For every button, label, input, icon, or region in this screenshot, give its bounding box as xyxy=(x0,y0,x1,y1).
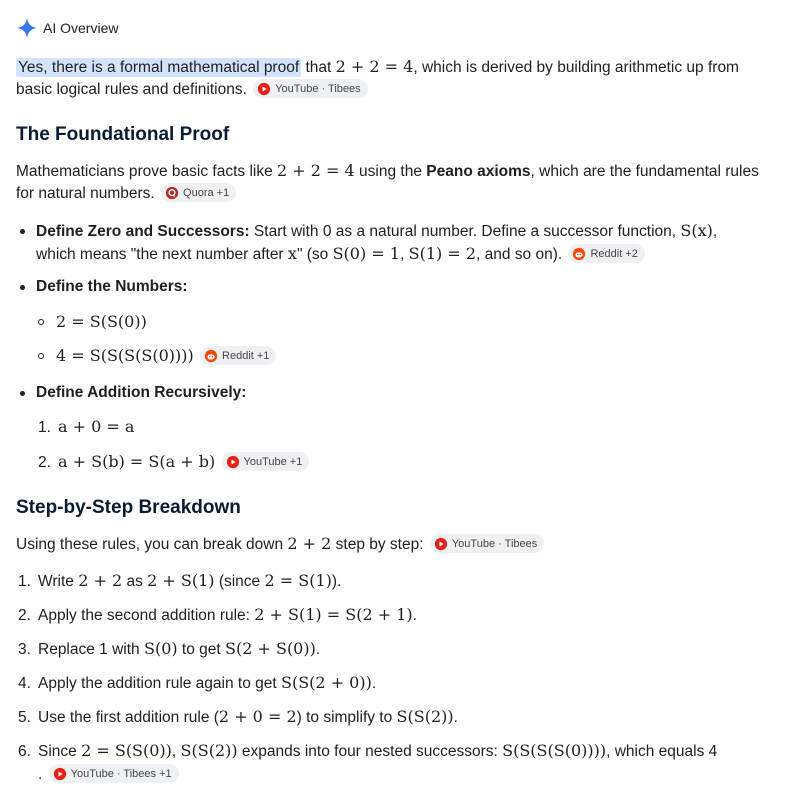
step-text: (since xyxy=(214,573,265,590)
math-expr: S(1) = 2 xyxy=(408,244,476,263)
math-expr: S(0) = 1 xyxy=(332,244,400,263)
math-expr: S(S(S(S(0)))) xyxy=(502,741,607,760)
source-chip[interactable] xyxy=(49,764,179,783)
reddit-icon xyxy=(572,247,586,261)
step-text: as xyxy=(122,573,148,590)
list-item xyxy=(20,220,750,266)
step-text: . xyxy=(412,607,417,624)
paragraph-text: Using these rules, you can break down xyxy=(16,536,288,553)
item-number: 2. xyxy=(38,454,51,471)
step-item xyxy=(18,706,748,729)
item-number: 2. xyxy=(18,607,31,624)
header-title: AI Overview xyxy=(43,20,119,36)
step-text: . xyxy=(453,709,458,726)
step-text: . xyxy=(315,641,321,658)
math-expr: S(S(2)) xyxy=(396,707,454,726)
math-expr: 2 + S(1) xyxy=(147,571,215,590)
bold-term: Define Addition Recursively: xyxy=(36,384,247,401)
math-expr: 2 + 0 = 2 xyxy=(218,707,297,726)
math-expr: 4 = S(S(S(S(0)))) xyxy=(56,346,194,365)
bold-term: Peano axioms xyxy=(426,163,531,180)
sub-item-text xyxy=(56,311,147,334)
item-number: 3. xyxy=(18,641,31,658)
source-chip-label: YouTube · Tibees xyxy=(451,537,538,550)
step-text: ). xyxy=(331,573,342,590)
item-number: 1. xyxy=(38,419,51,436)
step-text: . xyxy=(371,675,377,692)
intro-text: that xyxy=(301,59,336,76)
numbered-item xyxy=(38,416,768,439)
list-item-text xyxy=(36,382,750,404)
source-chip[interactable] xyxy=(200,346,276,365)
section-paragraph xyxy=(16,533,761,556)
math-expr: S(2 + S(0)) xyxy=(225,639,316,658)
intro-highlight: Yes, there is a formal mathematical proof xyxy=(18,59,300,76)
reddit-icon xyxy=(204,349,218,363)
item-number: 1. xyxy=(18,573,31,590)
source-chip[interactable] xyxy=(430,534,544,553)
step-item xyxy=(18,638,748,661)
math-expr: S(0) xyxy=(143,639,178,658)
quora-icon xyxy=(165,186,179,200)
list-item xyxy=(20,382,750,404)
step-text: . xyxy=(38,766,43,783)
step-item xyxy=(18,740,748,763)
step-text: Apply the second addition rule: xyxy=(38,607,255,624)
sparkle-icon xyxy=(16,17,38,39)
math-expr: x xyxy=(287,244,297,263)
math-expr: 2 = S(1) xyxy=(264,571,332,590)
bold-term: Define the Numbers: xyxy=(36,278,188,295)
list-item-text xyxy=(36,220,750,266)
math-expr: S(x) xyxy=(680,221,713,240)
list-text: " (so xyxy=(296,246,333,263)
section-paragraph xyxy=(16,160,761,205)
source-chip-label: Quora +1 xyxy=(183,186,230,199)
step-text: , which equals 4 xyxy=(606,743,718,760)
math-expr: S(S(2 + 0)) xyxy=(281,673,372,692)
math-expr: 2 + 2 xyxy=(78,571,123,590)
paragraph-text: Mathematicians prove basic facts like xyxy=(16,163,278,180)
math-expr: 2 = S(S(0)) xyxy=(81,741,172,760)
paragraph-text: , which are the fundamental rules for natural numbers. xyxy=(16,163,759,202)
section-heading: Step-by-Step Breakdown xyxy=(16,497,241,518)
source-chip-label: YouTube · Tibees +1 xyxy=(70,767,172,780)
bold-term: Define Zero and Successors: xyxy=(36,223,250,240)
list-text: , which means "the next number after xyxy=(36,223,718,263)
ai-overview-header xyxy=(16,16,118,40)
bullet-dot xyxy=(20,391,25,396)
item-number: 5. xyxy=(18,709,31,726)
item-number: 6. xyxy=(18,743,31,760)
math-expr: 2 + 2 = 4 xyxy=(277,161,355,180)
math-expr: 2 + 2 xyxy=(287,534,332,553)
youtube-icon xyxy=(434,537,448,551)
numbered-item xyxy=(38,451,768,474)
source-chip-label: Reddit +2 xyxy=(590,247,638,260)
math-expr: 2 = S(S(0)) xyxy=(56,312,147,331)
sub-item-text xyxy=(56,345,276,368)
section-heading: The Foundational Proof xyxy=(16,124,230,145)
intro-paragraph xyxy=(16,56,761,101)
source-chip-label: YouTube · Tibees xyxy=(275,82,361,95)
bullet-dot xyxy=(20,229,25,234)
list-text: Start with 0 as a natural number. Define a successor function, xyxy=(249,223,681,240)
list-item-text xyxy=(36,276,750,298)
sub-list-item xyxy=(38,345,276,368)
source-chip-label: YouTube +1 xyxy=(243,455,303,468)
youtube-icon xyxy=(226,455,240,469)
sub-list-item xyxy=(38,311,147,334)
math-expr: a + S(b) = S(a + b) xyxy=(58,452,216,471)
source-chip[interactable] xyxy=(253,79,367,98)
step-text: Replace 1 with xyxy=(38,641,144,658)
youtube-icon xyxy=(53,767,67,781)
list-text: , and so on). xyxy=(476,246,563,263)
math-expr: 2 + 2 = 4 xyxy=(335,57,414,76)
step-text: Use the first addition rule ( xyxy=(38,709,219,726)
bullet-ring xyxy=(38,353,44,359)
list-item xyxy=(20,276,750,298)
youtube-icon xyxy=(257,82,271,96)
step-text: Since xyxy=(38,743,82,760)
bullet-dot xyxy=(20,285,25,290)
step-text: expands into four nested successors: xyxy=(237,743,503,760)
paragraph-text: using the xyxy=(354,163,427,180)
step-text: to get xyxy=(177,641,226,658)
math-expr: 2 + S(1) = S(2 + 1) xyxy=(254,605,413,624)
source-chip[interactable] xyxy=(161,183,236,202)
source-chip[interactable] xyxy=(222,452,310,471)
step-item xyxy=(18,672,748,695)
list-text: , xyxy=(399,246,409,263)
step-item-continued xyxy=(38,764,768,786)
step-text: , xyxy=(171,743,181,760)
step-item xyxy=(18,570,748,593)
step-text: Write xyxy=(38,573,79,590)
item-number: 4. xyxy=(18,675,31,692)
intro-text: , which is derived by building arithmetic up from basic logical rules and definitions. xyxy=(16,59,739,98)
math-expr: S(S(2)) xyxy=(180,741,238,760)
step-item xyxy=(18,604,748,627)
bullet-ring xyxy=(38,319,44,325)
source-chip-label: Reddit +1 xyxy=(222,349,270,362)
math-expr: a + 0 = a xyxy=(58,417,135,436)
paragraph-text: step by step: xyxy=(331,536,424,553)
source-chip[interactable] xyxy=(568,244,644,263)
step-text: Apply the addition rule again to get xyxy=(38,675,282,692)
step-text: ) to simplify to xyxy=(296,709,397,726)
